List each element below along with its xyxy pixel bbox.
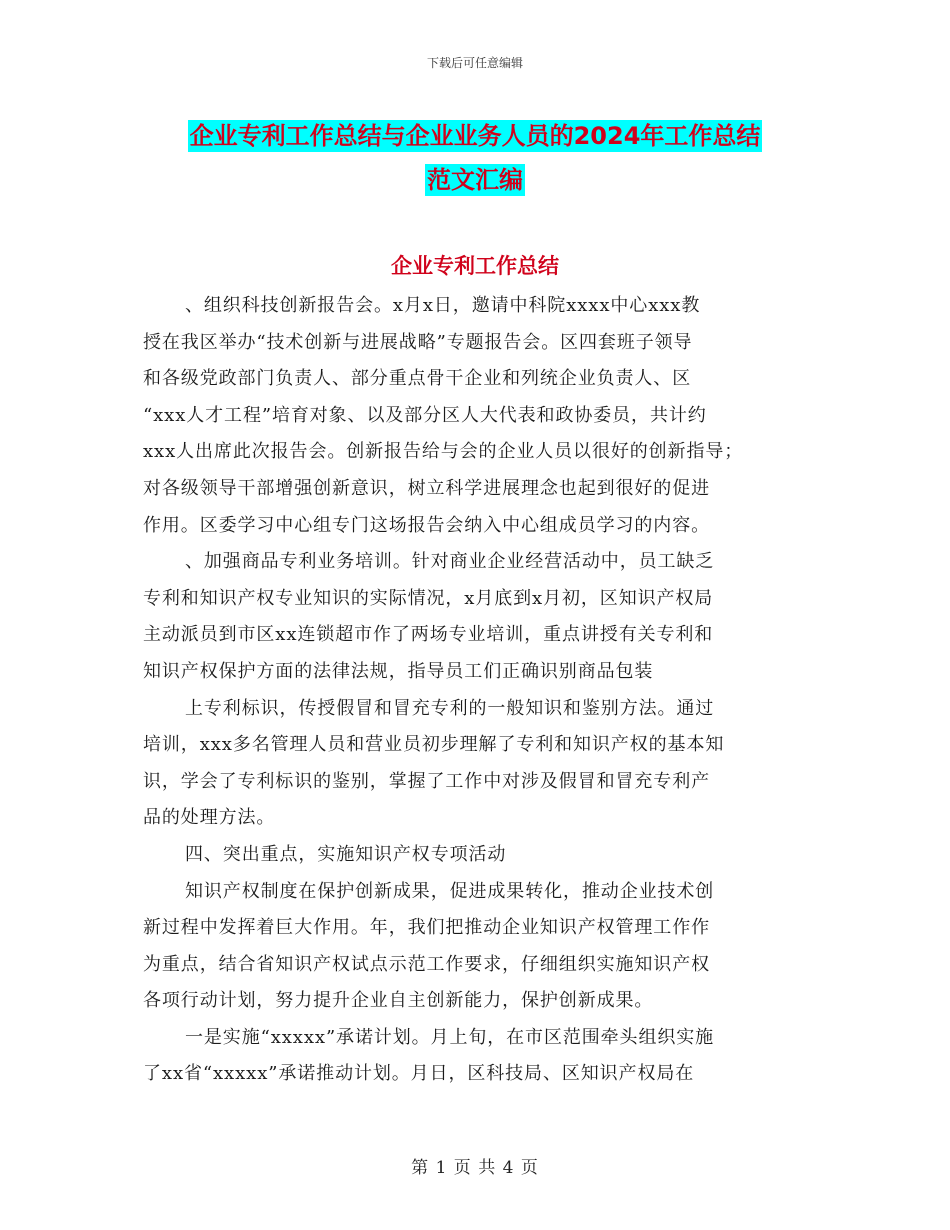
- text-line: 识，学会了专利标识的鉴别，掌握了工作中对涉及假冒和冒充专利产: [143, 770, 710, 792]
- text-line: 专利和知识产权专业知识的实际情况，x月底到x月初，区知识产权局: [143, 587, 714, 609]
- section-title: 企业专利工作总结: [391, 254, 559, 278]
- page-header: 下载后可任意编辑: [426, 56, 523, 70]
- page-footer: 第 1 页 共 4 页: [411, 1158, 539, 1178]
- title-highlight-2: 范文汇编: [427, 166, 523, 194]
- text-line: 四、突出重点，实施知识产权专项活动: [185, 843, 507, 865]
- text-line: xxx人出席此次报告会。创新报告给与会的企业人员以很好的创新指导；: [143, 441, 744, 463]
- text-line: 上专利标识，传授假冒和冒充专利的一般知识和鉴别方法。通过: [185, 697, 715, 719]
- text-line: 一是实施“xxxxx”承诺计划。月上旬，在市区范围牵头组织实施: [185, 1026, 715, 1048]
- text-line: 知识产权制度在保护创新成果，促进成果转化，推动企业技术创: [185, 880, 715, 902]
- text-line: 对各级领导干部增强创新意识，树立科学进展理念也起到很好的促进: [143, 477, 710, 499]
- text-line: 了xx省“xxxxx”承诺推动计划。月日，区科技局、区知识产权局在: [143, 1063, 695, 1085]
- text-line: 和各级党政部门负责人、部分重点骨干企业和列统企业负责人、区: [143, 368, 692, 390]
- text-line: 为重点，结合省知识产权试点示范工作要求，仔细组织实施知识产权: [143, 953, 710, 975]
- text-line: 授在我区举办“技术创新与进展战略”专题报告会。区四套班子领导: [143, 331, 693, 353]
- text-line: 、加强商品专利业务培训。针对商业企业经营活动中，员工缺乏: [185, 551, 715, 573]
- text-line: 作用。区委学习中心组专门这场报告会纳入中心组成员学习的内容。: [143, 514, 710, 536]
- text-line: 各项行动计划，努力提升企业自主创新能力，保护创新成果。: [143, 990, 654, 1012]
- title-highlight-1: 企业专利工作总结与企业业务人员的2024年工作总结: [189, 122, 761, 150]
- text-line: “xxx人才工程”培育对象、以及部分区人大代表和政协委员，共计约: [143, 404, 707, 426]
- document-title-line-1: [0, 116, 950, 151]
- text-line: 主动派员到市区xx连锁超市作了两场专业培训，重点讲授有关专利和: [143, 624, 714, 646]
- text-line: 品的处理方法。: [143, 807, 276, 829]
- text-line: 知识产权保护方面的法律法规，指导员工们正确识别商品包装: [143, 660, 654, 682]
- document-body: [143, 288, 813, 1093]
- text-line: 新过程中发挥着巨大作用。年，我们把推动企业知识产权管理工作作: [143, 917, 710, 939]
- document-title-line-2: [0, 160, 950, 195]
- text-line: 、组织科技创新报告会。x月x日，邀请中科院xxxx中心xxx教: [185, 295, 701, 316]
- text-line: 培训，xxx多名管理人员和营业员初步理解了专利和知识产权的基本知: [143, 734, 725, 756]
